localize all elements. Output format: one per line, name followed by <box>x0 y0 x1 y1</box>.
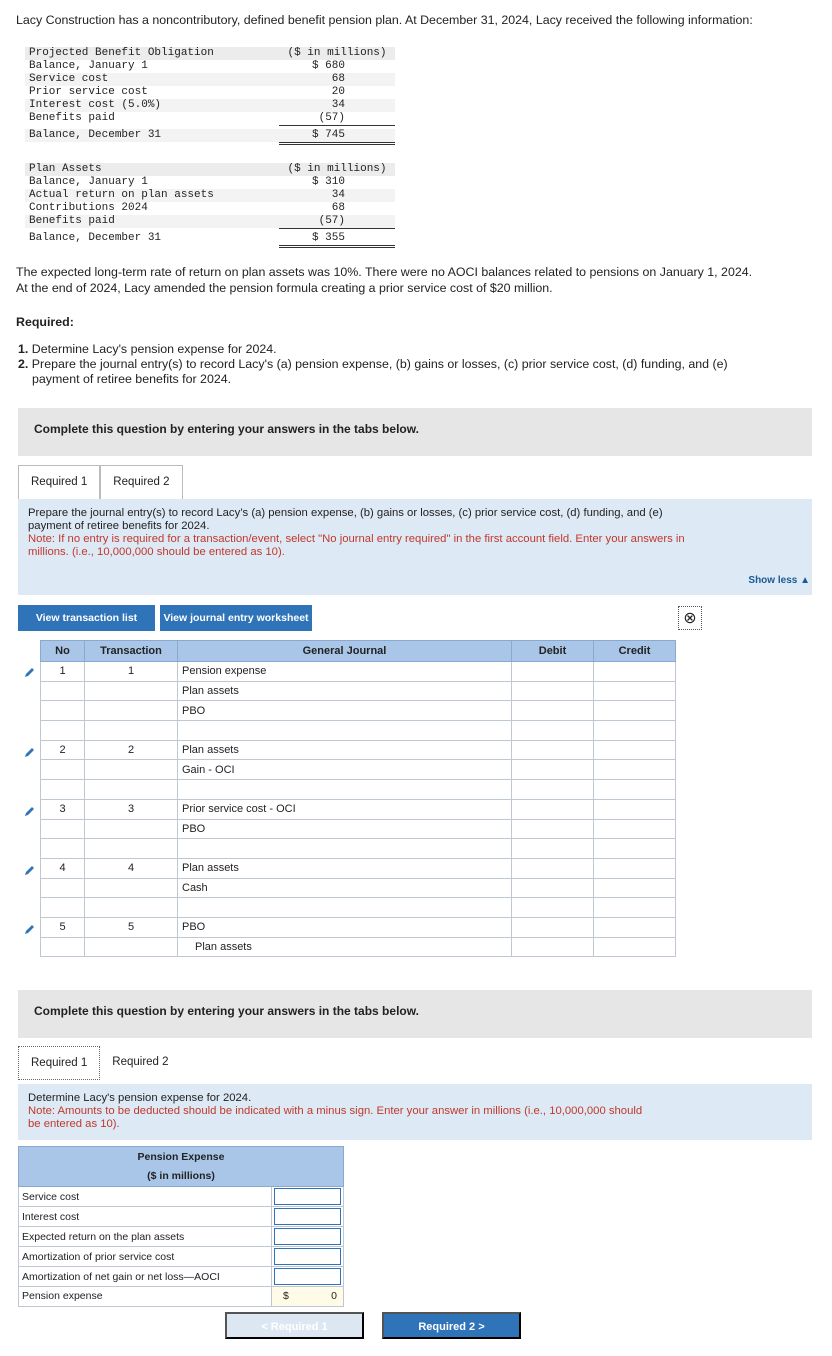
edit-icon[interactable] <box>24 923 36 935</box>
pbo-value: (57) <box>279 112 395 125</box>
interest-cost-input[interactable] <box>274 1208 341 1225</box>
debit-cell[interactable] <box>512 721 594 741</box>
table-row <box>41 839 676 859</box>
table-row <box>41 799 676 819</box>
assets-value: 68 <box>331 202 345 214</box>
paragraph-amendment: At the end of 2024, Lacy amended the pension formula creating a prior service cost of $20 million. <box>16 281 553 295</box>
pension-total-label: Pension expense <box>19 1287 272 1307</box>
tab-required-1[interactable]: Required 1 <box>18 1046 100 1080</box>
required-item-text: Determine Lacy's pension expense for 2024. <box>31 342 277 356</box>
account-cell[interactable]: Prior service cost - OCI <box>178 799 512 819</box>
debit-cell[interactable] <box>512 662 594 682</box>
debit-cell[interactable] <box>512 878 594 898</box>
account-cell[interactable]: PBO <box>178 819 512 839</box>
instruction-banner: Complete this question by entering your answers in the tabs below. <box>18 408 812 456</box>
pension-note-cont: be entered as 10). <box>28 1118 120 1130</box>
tab-required-1[interactable]: Required 1 <box>18 465 100 499</box>
required-item-number: 1. <box>18 342 29 356</box>
credit-cell[interactable] <box>594 898 676 918</box>
journal-instruction-text: Prepare the journal entry(s) to record Lacy’s (a) pension expense, (b) gains or losses, (c) prior service cost, (d) funding, and (e) <box>28 507 663 519</box>
entry-transaction: 2 <box>85 740 178 760</box>
pension-input-cell <box>272 1227 344 1247</box>
entry-no: 5 <box>41 917 85 937</box>
table-row <box>41 681 676 701</box>
pbo-row <box>25 86 395 99</box>
close-icon[interactable]: ⊗ <box>678 606 702 630</box>
pbo-label: Prior service cost <box>29 86 148 98</box>
entry-no: 3 <box>41 799 85 819</box>
table-row <box>41 780 676 800</box>
credit-cell[interactable] <box>594 701 676 721</box>
entry-no: 4 <box>41 858 85 878</box>
account-cell[interactable]: PBO <box>178 917 512 937</box>
table-row <box>41 819 676 839</box>
tab-required-2[interactable]: Required 2 <box>100 465 182 499</box>
assets-value: $ 310 <box>311 176 345 188</box>
credit-cell[interactable] <box>594 839 676 859</box>
assets-label: Contributions 2024 <box>29 202 148 214</box>
account-cell[interactable]: Plan assets <box>178 740 512 760</box>
debit-cell[interactable] <box>512 898 594 918</box>
credit-cell[interactable] <box>594 878 676 898</box>
tab-bar <box>18 465 183 499</box>
assets-label: Actual return on plan assets <box>29 189 214 201</box>
edit-icon[interactable] <box>24 805 36 817</box>
pension-expense-header-row <box>19 1147 344 1187</box>
assets-unit: ($ in millions) <box>287 163 387 175</box>
debit-cell[interactable] <box>512 839 594 859</box>
pension-total-cell <box>272 1287 344 1307</box>
table-row <box>41 760 676 780</box>
col-transaction: Transaction <box>85 641 178 662</box>
col-no: No <box>41 641 85 662</box>
pension-note: Note: Amounts to be deducted should be indicated with a minus sign. Enter your answer in millions (i.e., 10,000,000 should <box>28 1105 643 1117</box>
instruction-banner-2: Complete this question by entering your answers in the tabs below. <box>18 990 812 1038</box>
pbo-value: 20 <box>331 86 345 98</box>
credit-cell[interactable] <box>594 662 676 682</box>
credit-cell[interactable] <box>594 760 676 780</box>
credit-cell[interactable] <box>594 799 676 819</box>
pension-row-label: Interest cost <box>19 1207 272 1227</box>
assets-row <box>25 232 395 245</box>
assets-label: Balance, December 31 <box>29 232 162 244</box>
pension-expense-instructions <box>18 1084 812 1140</box>
required-item-text-cont: payment of retiree benefits for 2024. <box>32 372 232 386</box>
debit-cell[interactable] <box>512 681 594 701</box>
account-cell[interactable]: Plan assets <box>178 681 512 701</box>
assets-title: Plan Assets <box>29 163 102 175</box>
col-credit: Credit <box>594 641 676 662</box>
table-row <box>19 1247 344 1267</box>
table-row <box>41 701 676 721</box>
tab-required-2[interactable]: Required 2 <box>100 1046 180 1080</box>
journal-note-cont: millions. (i.e., 10,000,000 should be entered as 10). <box>28 546 285 558</box>
pension-row-label: Service cost <box>19 1187 272 1207</box>
pbo-label: Interest cost (5.0%) <box>29 99 162 111</box>
assets-row <box>25 176 395 189</box>
entry-transaction: 5 <box>85 917 178 937</box>
account-cell[interactable]: Gain - OCI <box>178 760 512 780</box>
table-row <box>41 917 676 937</box>
debit-cell[interactable] <box>512 819 594 839</box>
view-journal-worksheet-button[interactable]: View journal entry worksheet <box>160 605 312 631</box>
pension-row-label: Amortization of net gain or net loss—AOCI <box>19 1267 272 1287</box>
pbo-title: Projected Benefit Obligation <box>29 47 214 59</box>
credit-cell[interactable] <box>594 819 676 839</box>
entry-transaction: 4 <box>85 858 178 878</box>
pension-row-label: Amortization of prior service cost <box>19 1247 272 1267</box>
pbo-label: Balance, December 31 <box>29 129 162 141</box>
credit-cell[interactable] <box>594 681 676 701</box>
view-transaction-list-button[interactable]: View transaction list <box>18 605 155 631</box>
col-debit: Debit <box>512 641 594 662</box>
assets-label: Benefits paid <box>29 215 115 227</box>
intro-text: Lacy Construction has a noncontributory, defined benefit pension plan. At December 31, 2024, Lacy received the following information: <box>16 13 753 27</box>
pension-row-label: Expected return on the plan assets <box>19 1227 272 1247</box>
pension-total-row <box>19 1287 344 1307</box>
pbo-header <box>25 47 395 60</box>
credit-cell[interactable] <box>594 721 676 741</box>
journal-instructions <box>18 499 812 595</box>
pbo-value: 34 <box>331 99 345 111</box>
table-row <box>41 937 676 957</box>
pension-expense-table <box>18 1146 344 1307</box>
pension-instruction-text: Determine Lacy's pension expense for 2024. <box>28 1092 252 1104</box>
pension-input-cell <box>272 1187 344 1207</box>
show-less-link[interactable]: Show less ▲ <box>748 575 810 586</box>
net-gain-loss-amortization-input[interactable] <box>274 1268 341 1285</box>
account-cell[interactable]: Plan assets <box>178 937 512 957</box>
entry-no: 1 <box>41 662 85 682</box>
paragraph-expected-return: The expected long-term rate of return on plan assets was 10%. There were no AOCI balances related to pensions on January 1, 2024. <box>16 265 753 279</box>
required-item-text: Prepare the journal entry(s) to record Lacy's (a) pension expense, (b) gains or losses, (c) prior service cost, (d) funding, and (e) <box>31 357 728 371</box>
pension-expense-header <box>19 1147 344 1187</box>
edit-icon[interactable] <box>24 864 36 876</box>
account-cell[interactable]: Cash <box>178 878 512 898</box>
assets-value: 34 <box>331 189 345 201</box>
pbo-row <box>25 73 395 86</box>
debit-cell[interactable] <box>512 858 594 878</box>
assets-row <box>25 215 395 228</box>
entry-transaction: 3 <box>85 799 178 819</box>
account-cell[interactable] <box>178 780 512 800</box>
debit-cell[interactable] <box>512 701 594 721</box>
pension-expense-title: Pension Expense <box>137 1150 225 1163</box>
account-cell[interactable]: Pension expense <box>178 662 512 682</box>
account-cell[interactable] <box>178 839 512 859</box>
pbo-unit: ($ in millions) <box>287 47 387 59</box>
required-item-1 <box>18 342 818 357</box>
pbo-value: 68 <box>331 73 345 85</box>
assets-row <box>25 202 395 215</box>
account-cell[interactable]: Plan assets <box>178 858 512 878</box>
next-required-2-button[interactable]: Required 2 > <box>382 1312 521 1339</box>
assets-header <box>25 163 395 176</box>
debit-cell[interactable] <box>512 740 594 760</box>
table-row <box>41 878 676 898</box>
required-list <box>18 342 818 387</box>
journal-header-row <box>41 641 676 662</box>
debit-cell[interactable] <box>512 917 594 937</box>
assets-row <box>25 189 395 202</box>
account-cell[interactable] <box>178 721 512 741</box>
edit-icon[interactable] <box>24 746 36 758</box>
table-row <box>19 1267 344 1287</box>
pension-input-cell <box>272 1207 344 1227</box>
pbo-value: $ 745 <box>279 129 395 145</box>
pension-input-cell <box>272 1247 344 1267</box>
table-row <box>19 1187 344 1207</box>
required-item-number: 2. <box>18 357 29 371</box>
debit-cell[interactable] <box>512 799 594 819</box>
tab-bar-2 <box>18 1046 181 1080</box>
debit-cell[interactable] <box>512 780 594 800</box>
debit-cell[interactable] <box>512 937 594 957</box>
pbo-label: Benefits paid <box>29 112 115 124</box>
pbo-row <box>25 112 395 125</box>
prior-service-amortization-input[interactable] <box>274 1248 341 1265</box>
expected-return-input[interactable] <box>274 1228 341 1245</box>
pbo-label: Service cost <box>29 73 109 85</box>
table-row <box>41 662 676 682</box>
credit-cell[interactable] <box>594 740 676 760</box>
pbo-table <box>25 47 395 142</box>
pbo-row <box>25 129 395 142</box>
required-item-2 <box>18 357 818 387</box>
credit-cell[interactable] <box>594 937 676 957</box>
table-row <box>41 740 676 760</box>
plan-assets-table <box>25 163 395 245</box>
assets-label: Balance, January 1 <box>29 176 148 188</box>
pbo-row <box>25 99 395 112</box>
journal-note: Note: If no entry is required for a transaction/event, select "No journal entry required" in the first account field. Enter your answers in <box>28 533 685 545</box>
credit-cell[interactable] <box>594 858 676 878</box>
credit-cell[interactable] <box>594 780 676 800</box>
account-cell[interactable] <box>178 898 512 918</box>
table-row <box>19 1227 344 1247</box>
pension-total-value: 0 <box>331 1290 337 1303</box>
table-row <box>41 858 676 878</box>
journal-table <box>40 640 676 957</box>
pbo-label: Balance, January 1 <box>29 60 148 72</box>
entry-transaction: 1 <box>85 662 178 682</box>
edit-icon[interactable] <box>24 666 36 678</box>
debit-cell[interactable] <box>512 760 594 780</box>
assets-value: $ 355 <box>279 232 395 248</box>
service-cost-input[interactable] <box>274 1188 341 1205</box>
entry-no: 2 <box>41 740 85 760</box>
table-row <box>41 898 676 918</box>
pbo-value: $ 680 <box>311 60 345 72</box>
table-row <box>41 721 676 741</box>
pension-input-cell <box>272 1267 344 1287</box>
account-cell[interactable]: PBO <box>178 701 512 721</box>
credit-cell[interactable] <box>594 917 676 937</box>
pbo-row <box>25 60 395 73</box>
pension-expense-unit: ($ in millions) <box>147 1169 215 1182</box>
assets-value: (57) <box>279 215 395 228</box>
col-general-journal: General Journal <box>178 641 512 662</box>
required-title: Required: <box>16 315 74 329</box>
currency-symbol: $ <box>283 1290 289 1303</box>
prev-required-1-button[interactable]: < Required 1 <box>225 1312 364 1339</box>
journal-instruction-text-cont: payment of retiree benefits for 2024. <box>28 520 210 532</box>
table-row <box>19 1207 344 1227</box>
